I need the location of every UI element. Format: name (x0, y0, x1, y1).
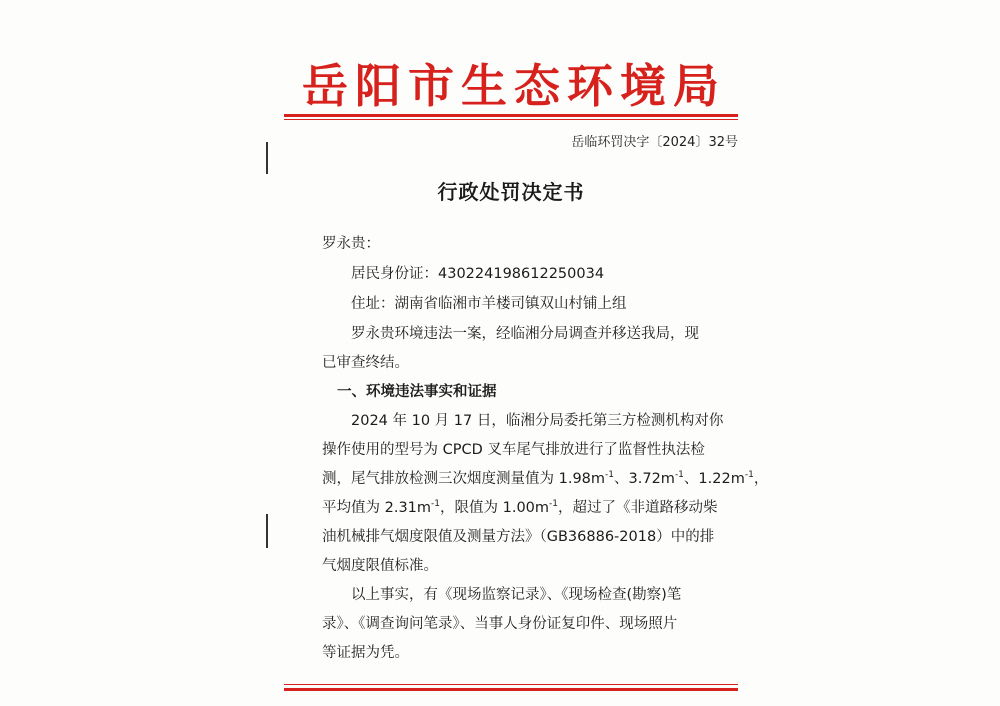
intro-line: 罗永贵环境违法一案，经临湘分局调查并移送我局，现 (351, 326, 699, 342)
unit-superscript: -1 (431, 499, 441, 510)
unit-superscript: -1 (605, 470, 615, 481)
facts-line: 操作使用的型号为 CPCD 叉车尾气排放进行了监督性执法检 (322, 442, 705, 458)
unit-superscript: -1 (744, 470, 754, 481)
binding-mark (266, 142, 268, 174)
document-number: 岳临环罚决字〔2024〕32号 (571, 135, 738, 150)
section-title: 一、环境违法事实和证据 (337, 384, 497, 400)
header-red-rule (284, 114, 738, 117)
evidence-line: 以上事实，有《现场监察记录》、《现场检查(勘察)笔 (351, 587, 682, 603)
facts-text: 测，尾气排放检测三次烟度测量值为 1.98m (322, 471, 606, 487)
agency-title: 岳阳市生态环境局 (302, 59, 726, 113)
unit-superscript: -1 (549, 499, 559, 510)
facts-text: ， (753, 471, 769, 487)
intro-line: 已审查终结。 (322, 355, 409, 371)
address-line: 住址：湖南省临湘市羊楼司镇双山村铺上组 (351, 296, 627, 312)
evidence-line: 等证据为凭。 (322, 645, 409, 661)
facts-line: 2024 年 10 月 17 日，临湘分局委托第三方检测机构对你 (351, 413, 724, 429)
facts-text: ，限值为 1.00m (440, 500, 550, 516)
document-heading: 行政处罚决定书 (437, 180, 585, 204)
facts-text: 平均值为 2.31m (322, 500, 432, 516)
addressee: 罗永贵： (322, 236, 380, 252)
header-red-rule-thin (284, 119, 738, 120)
footer-red-rule (284, 688, 738, 691)
facts-line: 油机械排气烟度限值及测量方法》（GB36886-2018）中的排 (322, 529, 715, 545)
facts-text: 、3.72m (614, 471, 675, 487)
binding-mark (266, 514, 268, 548)
facts-text: 、1.22m (683, 471, 745, 487)
facts-line (322, 467, 768, 488)
unit-superscript: -1 (674, 470, 684, 481)
id-number-line: 居民身份证：430224198612250034 (351, 266, 605, 282)
facts-line (322, 496, 718, 517)
facts-text: ，超过了《非道路移动柴 (558, 500, 718, 516)
evidence-line: 录》、《调查询问笔录》、当事人身份证复印件、现场照片 (322, 616, 678, 632)
footer-red-rule-thin (284, 684, 738, 685)
facts-line: 气烟度限值标准。 (322, 558, 438, 574)
